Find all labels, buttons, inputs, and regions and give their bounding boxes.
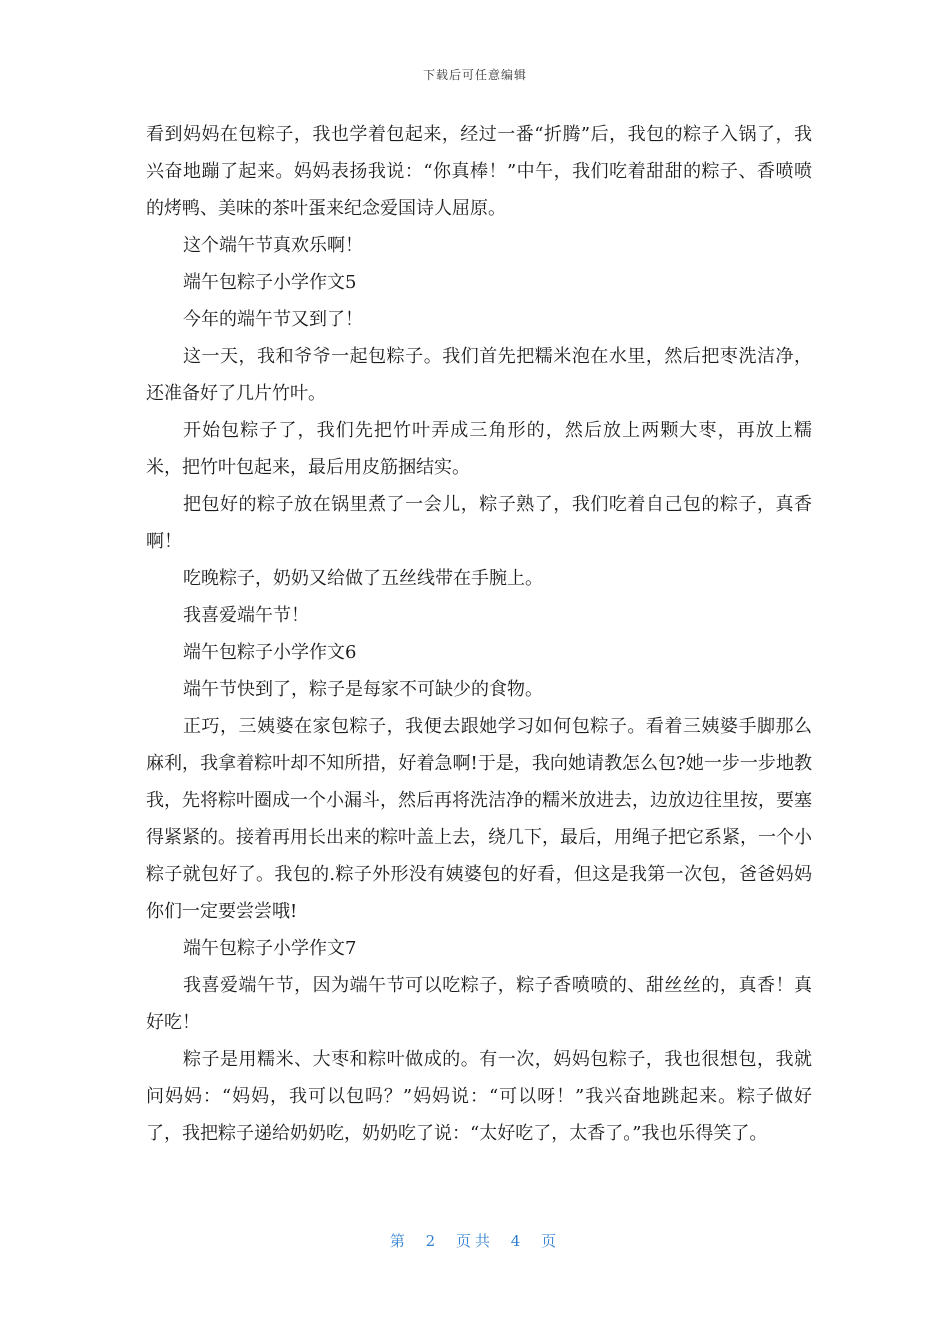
paragraph: 我喜爱端午节！ <box>183 605 309 626</box>
paragraph: 把包好的粽子放在锅里煮了一会儿，粽子熟了，我们吃着自己包的粽子，真香啊！ <box>146 494 812 552</box>
paragraph: 我喜爱端午节，因为端午节可以吃粽子，粽子香喷喷的、甜丝丝的，真香！真好吃！ <box>146 975 812 1033</box>
paragraph: 看到妈妈在包粽子，我也学着包起来，经过一番“折腾”后，我包的粽子入锅了，我兴奋地蹦了起来。妈妈表扬我说：“你真棒！”中午，我们吃着甜甜的粽子、香喷喷的烤鸭、美味的茶叶蛋来纪念爱国诗人屈原。 <box>146 124 812 219</box>
paragraph: 正巧，三姨婆在家包粽子，我便去跟她学习如何包粽子。看着三姨婆手脚那么麻利，我拿着粽叶却不知所措，好着急啊!于是，我向她请教怎么包?她一步一步地教我，先将粽叶圈成一个小漏斗，然后再将洗洁净的糯米放进去，边放边往里按，要塞得紧紧的。接着再用长出来的粽叶盖上去，绕几下，最后，用绳子把它系紧，一个小粽子就包好了。我包的.粽子外形没有姨婆包的好看，但这是我第一次包，爸爸妈妈你们一定要尝尝哦! <box>146 716 812 922</box>
section-heading: 端午包粽子小学作文6 <box>183 642 357 663</box>
paragraph: 吃晚粽子，奶奶又给做了五丝线带在手腕上。 <box>183 568 543 589</box>
document-body <box>146 116 812 1152</box>
paragraph: 今年的端午节又到了！ <box>183 309 363 330</box>
paragraph: 开始包粽子了，我们先把竹叶弄成三角形的，然后放上两颗大枣，再放上糯米，把竹叶包起来，最后用皮筋捆结实。 <box>146 420 812 478</box>
section-heading: 端午包粽子小学作文7 <box>183 938 357 959</box>
paragraph: 端午节快到了，粽子是每家不可缺少的食物。 <box>183 679 543 700</box>
page-number: 第 2 页共 4 页 <box>389 1232 561 1250</box>
section-heading: 端午包粽子小学作文5 <box>183 272 357 293</box>
paragraph: 粽子是用糯米、大枣和粽叶做成的。有一次，妈妈包粽子，我也很想包，我就问妈妈：“妈妈，我可以包吗？”妈妈说：“可以呀！”我兴奋地跳起来。粽子做好了，我把粽子递给奶奶吃，奶奶吃了说：“太好吃了，太香了。”我也乐得笑了。 <box>146 1049 812 1144</box>
paragraph: 这个端午节真欢乐啊！ <box>183 235 363 256</box>
header-note: 下载后可任意编辑 <box>422 68 527 82</box>
paragraph: 这一天，我和爷爷一起包粽子。我们首先把糯米泡在水里，然后把枣洗洁净，还准备好了几片竹叶。 <box>146 346 812 404</box>
